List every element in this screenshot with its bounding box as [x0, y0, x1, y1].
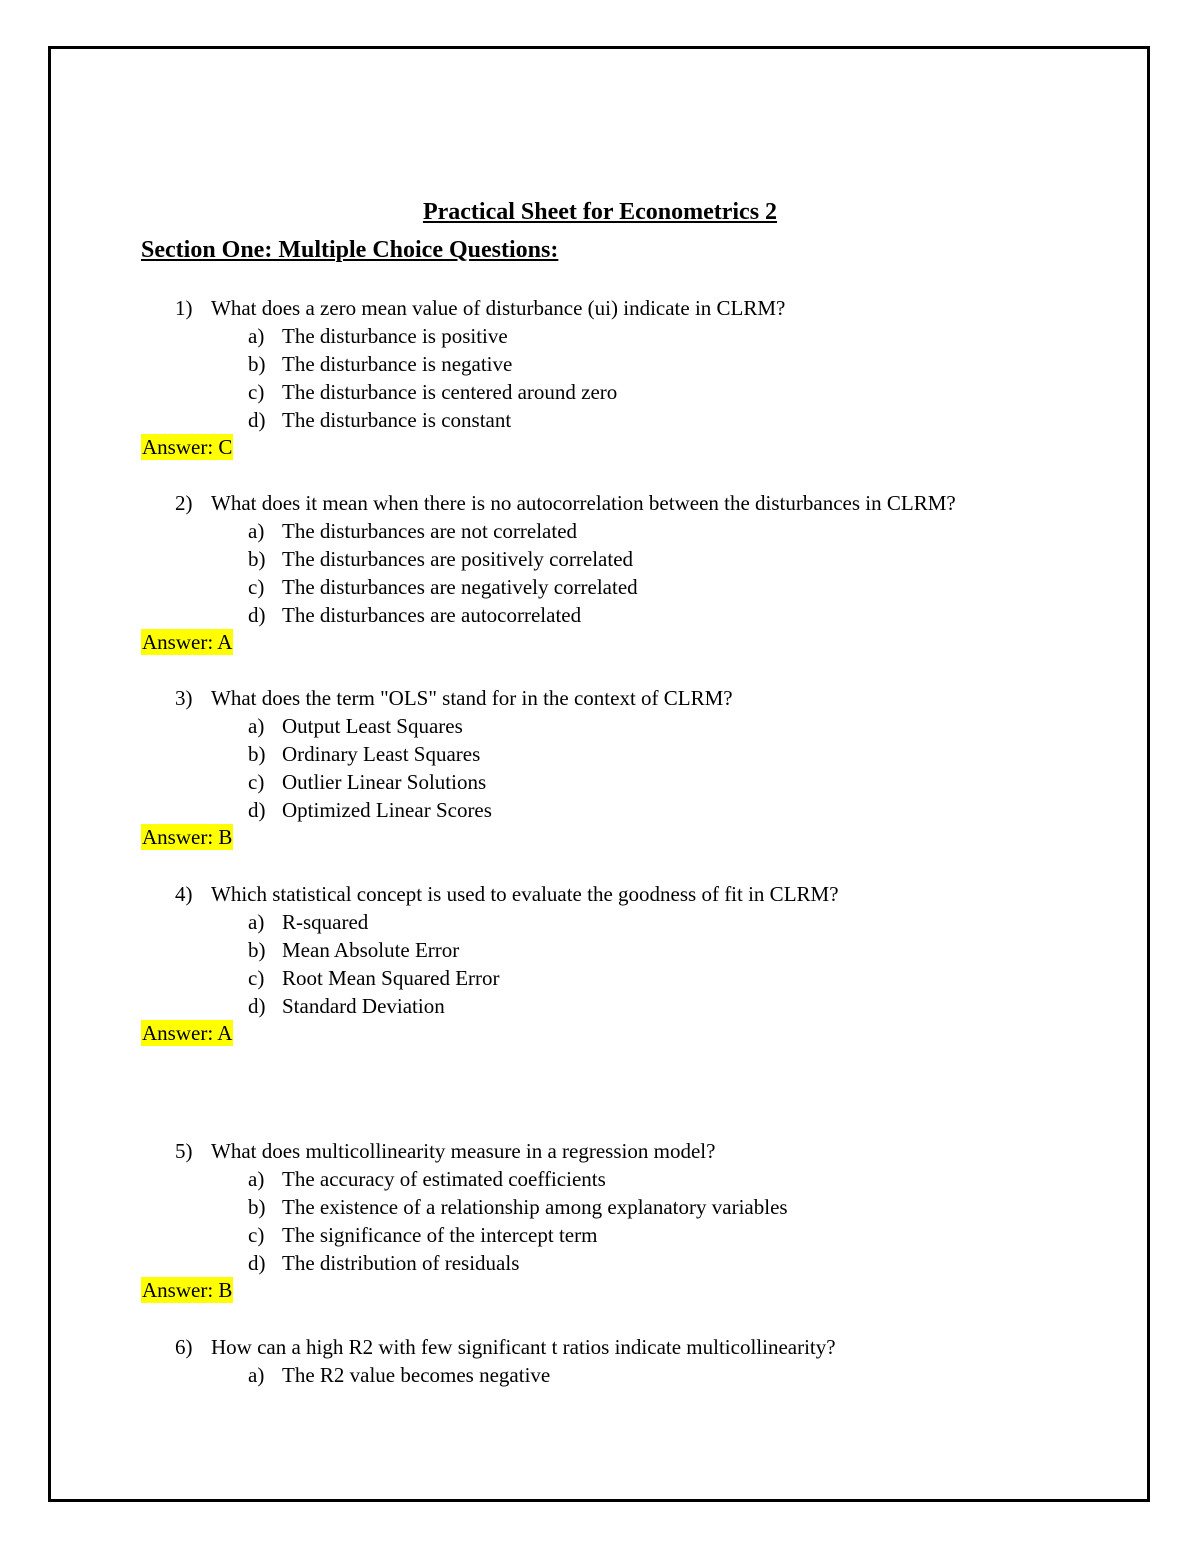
- option-letter: b): [248, 1195, 266, 1219]
- option-a: [248, 1361, 550, 1389]
- option-c: [248, 378, 617, 406]
- question-text: [175, 1137, 715, 1165]
- question-stem: Which statistical concept is used to evaluate the goodness of fit in CLRM?: [211, 882, 839, 906]
- option-c: [248, 1221, 597, 1249]
- option-text: The disturbances are not correlated: [282, 519, 578, 543]
- question-number: 5): [175, 1139, 193, 1163]
- option-c: [248, 964, 500, 992]
- option-d: [248, 1249, 519, 1277]
- question-stem: What does multicollinearity measure in a regression model?: [211, 1139, 716, 1163]
- option-letter: c): [248, 575, 265, 599]
- option-letter: d): [248, 798, 266, 822]
- option-letter: a): [248, 519, 265, 543]
- question-number: 2): [175, 491, 193, 515]
- option-text: Output Least Squares: [282, 714, 463, 738]
- option-letter: a): [248, 324, 265, 348]
- question-stem: What does it mean when there is no autocorrelation between the disturbances in CLRM?: [211, 491, 956, 515]
- option-letter: c): [248, 770, 265, 794]
- question-number: 3): [175, 686, 193, 710]
- question-text: [175, 489, 956, 517]
- option-text: The disturbance is positive: [282, 324, 508, 348]
- option-text: The disturbance is constant: [282, 408, 512, 432]
- option-text: The disturbance is negative: [282, 352, 513, 376]
- option-text: The disturbances are autocorrelated: [282, 603, 582, 627]
- option-letter: d): [248, 994, 266, 1018]
- answer-highlight: Answer: B: [142, 825, 233, 849]
- option-d: [248, 601, 581, 629]
- answer-highlight: Answer: A: [142, 630, 233, 654]
- option-a: [248, 517, 577, 545]
- option-letter: c): [248, 1223, 265, 1247]
- option-text: The disturbances are negatively correlated: [282, 575, 638, 599]
- option-text: The distribution of residuals: [282, 1251, 520, 1275]
- option-a: [248, 908, 368, 936]
- option-b: [248, 350, 512, 378]
- option-text: Outlier Linear Solutions: [282, 770, 487, 794]
- option-letter: b): [248, 352, 266, 376]
- option-letter: b): [248, 938, 266, 962]
- question-text: [175, 1333, 836, 1361]
- option-text: The significance of the intercept term: [282, 1223, 598, 1247]
- option-letter: d): [248, 603, 266, 627]
- option-d: [248, 796, 492, 824]
- section-heading: Section One: Multiple Choice Questions:: [141, 237, 559, 263]
- option-b: [248, 545, 633, 573]
- option-text: The accuracy of estimated coefficients: [282, 1167, 606, 1191]
- question-text: [175, 294, 785, 322]
- option-text: The existence of a relationship among explanatory variables: [282, 1195, 788, 1219]
- question-stem: What does the term "OLS" stand for in the context of CLRM?: [211, 686, 733, 710]
- option-text: Standard Deviation: [282, 994, 445, 1018]
- option-b: [248, 1193, 788, 1221]
- option-text: Mean Absolute Error: [282, 938, 460, 962]
- option-letter: c): [248, 380, 265, 404]
- option-c: [248, 768, 486, 796]
- option-c: [248, 573, 638, 601]
- option-text: R-squared: [282, 910, 369, 934]
- option-b: [248, 936, 459, 964]
- option-a: [248, 712, 463, 740]
- option-letter: a): [248, 1167, 265, 1191]
- answer-highlight: Answer: C: [142, 435, 233, 459]
- question-number: 4): [175, 882, 193, 906]
- option-text: Root Mean Squared Error: [282, 966, 500, 990]
- question-number: 6): [175, 1335, 193, 1359]
- question-stem: What does a zero mean value of disturbance (ui) indicate in CLRM?: [211, 296, 786, 320]
- answer-highlight: Answer: A: [142, 1021, 233, 1045]
- option-letter: a): [248, 910, 265, 934]
- option-text: The disturbances are positively correlated: [282, 547, 634, 571]
- option-a: [248, 322, 508, 350]
- option-letter: a): [248, 714, 265, 738]
- question-stem: How can a high R2 with few significant t ratios indicate multicollinearity?: [211, 1335, 836, 1359]
- option-a: [248, 1165, 606, 1193]
- answer-highlight: Answer: B: [142, 1278, 233, 1302]
- option-b: [248, 740, 480, 768]
- option-letter: d): [248, 408, 266, 432]
- option-d: [248, 406, 511, 434]
- option-text: Ordinary Least Squares: [282, 742, 481, 766]
- option-letter: b): [248, 742, 266, 766]
- option-letter: b): [248, 547, 266, 571]
- option-d: [248, 992, 445, 1020]
- option-text: Optimized Linear Scores: [282, 798, 492, 822]
- option-letter: d): [248, 1251, 266, 1275]
- question-number: 1): [175, 296, 193, 320]
- option-letter: a): [248, 1363, 265, 1387]
- document-title: Practical Sheet for Econometrics 2: [422, 199, 778, 225]
- option-text: The R2 value becomes negative: [282, 1363, 551, 1387]
- question-text: [175, 880, 839, 908]
- option-text: The disturbance is centered around zero: [282, 380, 618, 404]
- option-letter: c): [248, 966, 265, 990]
- question-text: [175, 684, 733, 712]
